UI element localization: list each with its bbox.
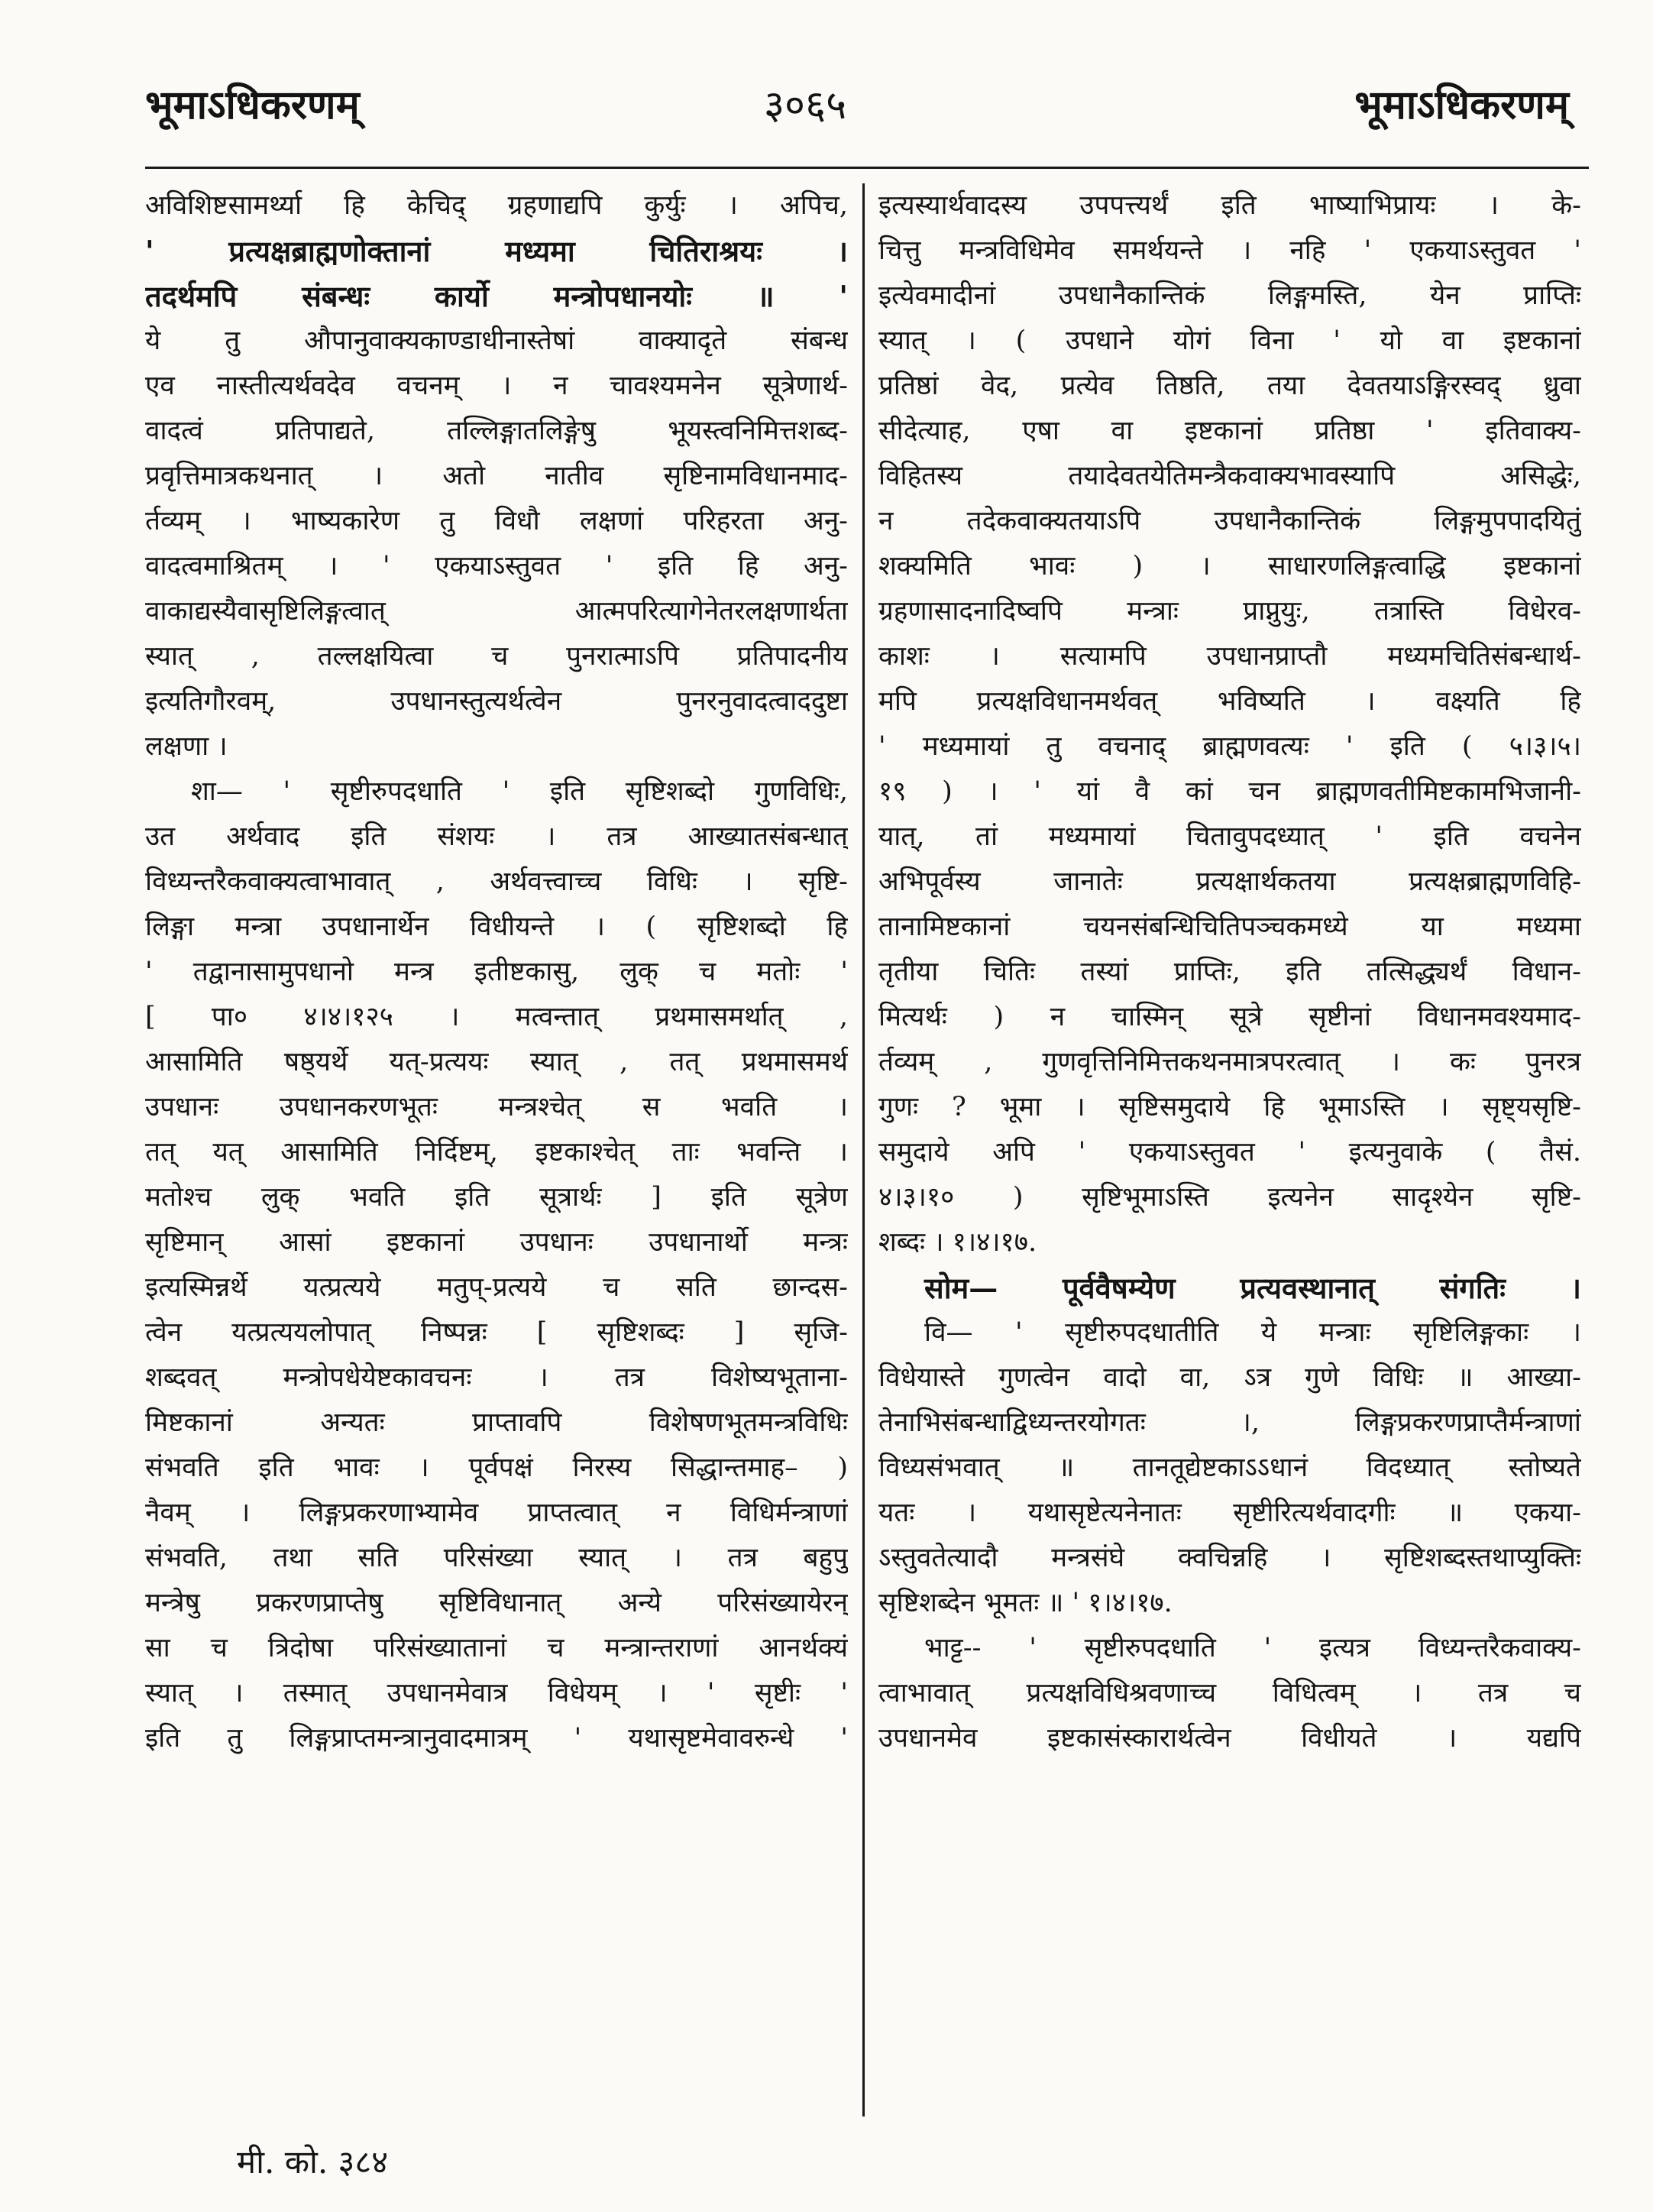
text-line: इत्यस्मिन्नर्थे यत्प्रत्यये मतुप्-प्रत्यये च सति छान्दस- (145, 1272, 848, 1303)
text-line: प्रवृत्तिमात्रकथनात् । अतो नातीव सृष्टिनामविधानमाद- (145, 461, 848, 491)
text-line: लिङ्गा मन्त्रा उपधानार्थेन विधीयन्ते । ( सृष्टिशब्दो हि (145, 912, 848, 942)
text-line: तानामिष्टकानां चयनसंबन्धिचितिपञ्चकमध्ये या मध्यमा (878, 912, 1581, 942)
text-line: मपि प्रत्यक्षविधानमर्थवत् भविष्यति । वक्ष्यति हि (878, 686, 1581, 717)
text-line: ' मध्यमायां तु वचनाद् ब्राह्मणवत्यः ' इति ( ५।३।५। (878, 731, 1581, 762)
page-number: ३०६५ (764, 83, 847, 128)
text-line: तत् यत् आसामिति निर्दिष्टम्, इष्टकाश्चेत् ताः भवन्ति । (145, 1137, 848, 1168)
text-line: इत्येवमादीनां उपधानैकान्तिकं लिङ्गमस्ति, येन प्राप्तिः (878, 280, 1581, 311)
text-line: शा— ' सृष्टीरुपदधाति ' इति सृष्टिशब्दो गुणविधिः, (191, 776, 848, 807)
column-divider (862, 183, 865, 2116)
text-line: १९ ) । ' यां वै कां चन ब्राह्मणवतीमिष्टकामभिजानी- (878, 776, 1581, 807)
text-line: र्तव्यम् । भाष्यकारेण तु विधौ लक्षणां परिहरता अनु- (145, 506, 848, 536)
text-line: वाकाद्यस्यैवासृष्टिलिङ्गत्वात् आत्मपरित्यागेनेतरलक्षणार्थता (145, 596, 848, 627)
text-line: तृतीया चितिः तस्यां प्राप्तिः, इति तत्सिद्ध्यर्थं विधान- (878, 957, 1581, 987)
right-column (878, 183, 1581, 2116)
text-line: स्यात् । ( उपधाने योगं विना ' यो वा इष्टकानां (878, 325, 1581, 356)
text-line: ' प्रत्यक्षब्राह्मणोक्तानां मध्यमा चितिराश्रयः । (145, 234, 848, 268)
text-line: संभवति, तथा सति परिसंख्या स्यात् । तत्र बहुपु (145, 1543, 848, 1573)
text-line: विहितस्य तयादेवतयेतिमन्त्रैकवाक्यभावस्यापि असिद्धेः, (878, 461, 1581, 491)
text-line: तदर्थमपि संबन्धः कार्यो मन्त्रोपधानयोः ॥ ' (145, 279, 848, 313)
text-line: स्यात् , तल्लक्षयित्वा च पुनरात्माऽपि प्रतिपादनीय (145, 641, 848, 672)
text-line: इत्यतिगौरवम्, उपधानस्तुत्यर्थत्वेन पुनरनुवादत्वाददुष्टा (145, 686, 848, 717)
text-line: वादत्वमाश्रितम् । ' एकयाऽस्तुवत ' इति हि अनु- (145, 551, 848, 581)
text-line: चित्तु मन्त्रविधिमेव समर्थयन्ते । नहि ' एकयाऽस्तुवत ' (878, 235, 1581, 266)
text-line: संभवति इति भावः । पूर्वपक्षं निरस्य सिद्धान्तमाह– ) (145, 1453, 848, 1483)
text-line: समुदाये अपि ' एकयाऽस्तुवत ' इत्यनुवाके ( तैसं. (878, 1137, 1581, 1168)
running-title-right: भूमाऽधिकरणम् (1354, 82, 1569, 128)
text-line: ये तु औपानुवाक्यकाण्डाधीनास्तेषां वाक्यादृते संबन्ध (145, 325, 848, 356)
text-line: मित्यर्थः ) न चास्मिन् सूत्रे सृष्टीनां विधानमवश्यमाद- (878, 1002, 1581, 1032)
text-line: नैवम् । लिङ्गप्रकरणाभ्यामेव प्राप्तत्वात् न विधिर्मन्त्राणां (145, 1498, 848, 1528)
text-line: उत अर्थवाद इति संशयः । तत्र आख्यातसंबन्धात् (145, 821, 848, 852)
text-line: सृष्टिमान् आसां इष्टकानां उपधानः उपधानार्थो मन्त्रः (145, 1227, 848, 1258)
text-line: मतोश्च लुक् भवति इति सूत्रार्थः ] इति सूत्रेण (145, 1182, 848, 1213)
text-line: न तदेकवाक्यतयाऽपि उपधानैकान्तिकं लिङ्गमुपपादयितुं (878, 506, 1581, 536)
text-line: उपधानः उपधानकरणभूतः मन्त्रश्चेत् स भवति । (145, 1092, 848, 1122)
header-rule (145, 167, 1589, 169)
text-line: सृष्टिशब्देन भूमतः ॥ ' १।४।१७. (878, 1588, 1173, 1618)
text-line: शक्यमिति भावः ) । साधारणलिङ्गत्वाद्धि इष्टकानां (878, 551, 1581, 581)
footer-signature: मी. को. ३८४ (237, 2143, 389, 2181)
text-line: भाट्ट-- ' सृष्टीरुपदधाति ' इत्यत्र विध्यन्तरैकवाक्य- (924, 1633, 1581, 1663)
text-line: अविशिष्टसामर्थ्या हि केचिद् ग्रहणाद्यपि कुर्युः । अपिच, (145, 190, 848, 221)
text-line: शब्दः । १।४।१७. (878, 1227, 1037, 1258)
text-line: ४।३।१० ) सृष्टिभूमाऽस्ति इत्यनेन सादृश्येन सृष्टि- (878, 1182, 1581, 1213)
text-line: विध्यसंभवात् ॥ तानतूद्येष्टकाऽऽधानं विदध्यात् स्तोष्यते (878, 1453, 1581, 1483)
text-line: इत्यस्यार्थवादस्य उपपत्त्यर्थं इति भाष्याभिप्रायः । के- (878, 190, 1581, 221)
text-line: प्रतिष्ठां वेद, प्रत्येव तिष्ठति, तया देवतयाऽङ्गिरस्वद् ध्रुवा (878, 371, 1581, 401)
text-line: ' तद्वानासामुपधानो मन्त्र इतीष्टकासु, लुक् च मतोः ' (145, 957, 848, 987)
text-line: [ पा० ४।४।१२५ । मत्वन्तात् प्रथमासमर्थात् , (145, 1002, 848, 1032)
text-line: र्तव्यम् , गुणवृत्तिनिमित्तकथनमात्रपरत्वात् । कः पुनरत्र (878, 1047, 1581, 1077)
text-line: सीदेत्याह, एषा वा इष्टकानां प्रतिष्ठा ' इतिवाक्य- (878, 416, 1581, 446)
text-line: विध्यन्तरैकवाक्यत्वाभावात् , अर्थवत्त्वाच्च विधिः । सृष्टि- (145, 866, 848, 897)
text-line: यात्, तां मध्यमायां चितावुपदध्यात् ' इति वचनेन (878, 821, 1581, 852)
text-line: आसामिति षष्ठ्यर्थे यत्-प्रत्ययः स्यात् , तत् प्रथमासमर्थ (145, 1047, 848, 1077)
text-line: शब्दवत् मन्त्रोपधेयेष्टकावचनः । तत्र विशेष्यभूताना- (145, 1362, 848, 1393)
text-line: काशः । सत्यामपि उपधानप्राप्तौ मध्यमचितिसंबन्धार्थ- (878, 641, 1581, 672)
text-line: सोम— पूर्ववैषम्येण प्रत्यवस्थानात् संगतिः । (924, 1271, 1581, 1305)
text-line: तेनाभिसंबन्धाद्विध्यन्तरयोगतः ।, लिङ्गप्रकरणप्राप्तैर्मन्त्राणां (878, 1407, 1581, 1438)
text-line: अभिपूर्वस्य जानातेः प्रत्यक्षार्थकतया प्रत्यक्षब्राह्मणविहि- (878, 866, 1581, 897)
text-line: मन्त्रेषु प्रकरणप्राप्तेषु सृष्टिविधानात् अन्ये परिसंख्यायेरन् (145, 1588, 848, 1618)
text-line: लक्षणा । (145, 731, 228, 762)
text-line: त्वेन यत्प्रत्ययलोपात् निष्पन्नः [ सृष्टिशब्दः ] सृजि- (145, 1317, 848, 1348)
text-line: वि— ' सृष्टीरुपदधातीति ये मन्त्राः सृष्टिलिङ्गकाः । (924, 1317, 1581, 1348)
text-line: एव नास्तीत्यर्थवदेव वचनम् । न चावश्यमनेन सूत्रेणार्थ- (145, 371, 848, 401)
text-line: त्वाभावात् प्रत्यक्षविधिश्रवणाच्च विधित्वम् । तत्र च (878, 1678, 1581, 1708)
text-line: वादत्वं प्रतिपाद्यते, तल्लिङ्गातलिङ्गेषु भूयस्त्वनिमित्तशब्द- (145, 416, 848, 446)
text-line: सा च त्रिदोषा परिसंख्यातानां च मन्त्रान्तराणां आनर्थक्यं (145, 1633, 848, 1663)
text-line: यतः । यथासृष्टेत्यनेनातः सृष्टीरित्यर्थवादगीः ॥ एकया- (878, 1498, 1581, 1528)
text-line: स्यात् । तस्मात् उपधानमेवात्र विधेयम् । ' सृष्टीः ' (145, 1678, 848, 1708)
text-line: गुणः ? भूमा । सृष्टिसमुदाये हि भूमाऽस्ति । सृष्ट्यसृष्टि- (878, 1092, 1581, 1122)
text-line: मिष्टकानां अन्यतः प्राप्तावपि विशेषणभूतमन्त्रविधिः (145, 1407, 848, 1438)
left-column (145, 183, 848, 2116)
text-line: ग्रहणासादनादिष्वपि मन्त्राः प्राप्नुयुः, तत्रास्ति विधेरव- (878, 596, 1581, 627)
text-line: इति तु लिङ्गप्राप्तमन्त्रानुवादमात्रम् ' यथासृष्टमेवावरुन्धे ' (145, 1723, 848, 1754)
running-title-left: भूमाऽधिकरणम् (145, 82, 360, 128)
text-line: विधेयास्ते गुणत्वेन वादो वा, ऽत्र गुणे विधिः ॥ आख्या- (878, 1362, 1581, 1393)
text-line: उपधानमेव इष्टकासंस्कारार्थत्वेन विधीयते । यद्यपि (878, 1723, 1581, 1754)
text-line: ऽस्तुवतेत्यादौ मन्त्रसंघे क्वचिन्नहि । सृष्टिशब्दस्तथाप्युक्तिः (878, 1543, 1581, 1573)
